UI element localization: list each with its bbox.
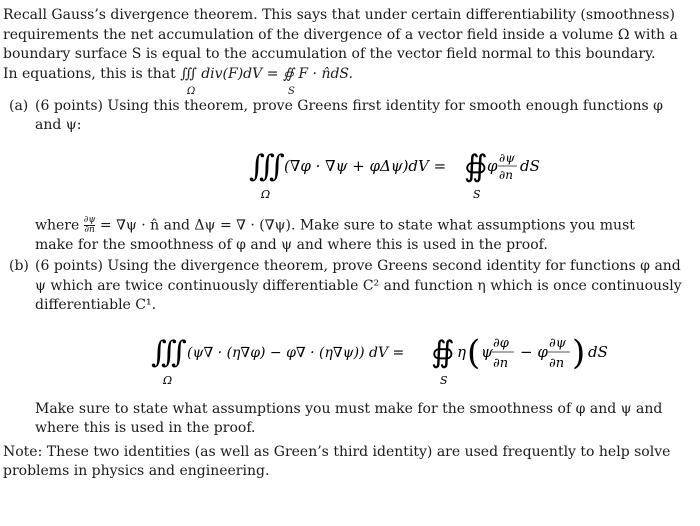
note-line-1: Note: These two identities (as well as Green’s third identity) are used frequently to help solve xyxy=(3,443,671,460)
intro-line-4-prefix: In equations, this is that xyxy=(3,65,176,82)
part-b-after-1: Make sure to state what assumptions you must make for the smoothness of φ and ψ and xyxy=(35,400,663,417)
part-b-line-3: differentiable C¹. xyxy=(35,297,157,313)
part-b xyxy=(3,257,692,439)
identity-2-ds: dS xyxy=(587,342,608,361)
identity-2-frac2-den: ∂n xyxy=(548,355,564,371)
note xyxy=(3,443,692,482)
where-prefix: where xyxy=(35,217,80,233)
identity-1-lhs: (∇φ · ∇ψ + φΔψ)dV = xyxy=(283,156,446,175)
surface-integral-symbol-b: ∯ xyxy=(430,334,455,370)
volume-subscript: Ω xyxy=(260,187,270,201)
volume-subscript-b: Ω xyxy=(162,373,172,387)
identity-2-frac1-num: ∂φ xyxy=(492,335,509,351)
intro-subscript-surface: S xyxy=(288,85,295,97)
identity-1-coef: φ xyxy=(486,156,498,175)
triple-integral-symbol-b: ∭ xyxy=(150,334,186,370)
surface-integral-symbol: ∯ xyxy=(463,148,488,184)
identity-2-eta: η xyxy=(456,342,466,361)
identity-2-frac2-num: ∂ψ xyxy=(548,335,566,351)
intro-subscript-volume: Ω xyxy=(187,85,196,97)
part-b-label: (b) xyxy=(9,258,29,274)
intro-line-1: Recall Gauss’s divergence theorem. This says that under certain differentiability (smoothness) xyxy=(3,7,675,23)
intro-paragraph xyxy=(3,6,692,95)
part-a-last-line: make for the smoothness of φ and ψ and where this is used in the proof. xyxy=(35,236,548,253)
identity-1-frac-num: ∂ψ xyxy=(498,150,515,165)
identity-1-frac-den: ∂n xyxy=(498,167,513,182)
left-paren: ( xyxy=(466,332,480,373)
part-b-line-1: (6 points) Using the divergence theorem, prove Greens second identity for functions φ and xyxy=(35,258,681,274)
intro-line-4 xyxy=(3,65,692,95)
divergence-theorem-inline-equation: ∭ div(F)dV = ∯ F · n̂dS. xyxy=(180,65,353,82)
where-rest: = ∇ψ · n̂ and Δψ = ∇ · (∇ψ). Make sure to state what assumptions you must xyxy=(99,217,635,233)
part-a-line-2: and ψ: xyxy=(35,117,82,133)
where-frac-den: ∂n xyxy=(84,224,95,235)
identity-1-ds: dS xyxy=(519,156,540,175)
identity-2-psi: ψ xyxy=(480,342,493,361)
greens-second-identity-svg xyxy=(39,328,689,390)
identity-2-lhs: (ψ∇ · (η∇φ) − φ∇ · (η∇ψ)) dV = xyxy=(186,344,404,361)
part-a xyxy=(3,97,692,256)
triple-integral-symbol: ∭ xyxy=(248,148,284,184)
intro-line-2: requirements the net accumulation of the divergence of a vector field inside a volume Ω with a xyxy=(3,26,678,43)
surface-subscript-b: S xyxy=(439,373,448,387)
greens-first-identity-equation xyxy=(35,146,692,204)
right-paren: ) xyxy=(571,332,585,373)
intro-line-3: boundary surface S is equal to the accumulation of the vector field normal to this boundary. xyxy=(3,46,656,62)
greens-first-identity-svg xyxy=(39,146,689,204)
note-line-2: problems in physics and engineering. xyxy=(3,463,270,479)
where-fraction xyxy=(84,216,96,235)
part-a-label: (a) xyxy=(9,97,29,114)
part-b-line-2: ψ which are twice continuously differentiable C² and function η which is once continuously xyxy=(35,277,682,294)
identity-2-minus-phi: − φ xyxy=(519,342,548,361)
greens-second-identity-equation xyxy=(35,328,692,390)
part-a-line-1: (6 points) Using this theorem, prove Greens first identity for smooth enough functions φ xyxy=(35,97,663,114)
surface-subscript: S xyxy=(472,187,481,201)
where-frac-num: ∂ψ xyxy=(83,214,96,225)
part-b-after-2: where this is used in the proof. xyxy=(35,420,256,436)
part-a-where-line xyxy=(35,216,692,236)
identity-2-frac1-den: ∂n xyxy=(492,355,508,371)
